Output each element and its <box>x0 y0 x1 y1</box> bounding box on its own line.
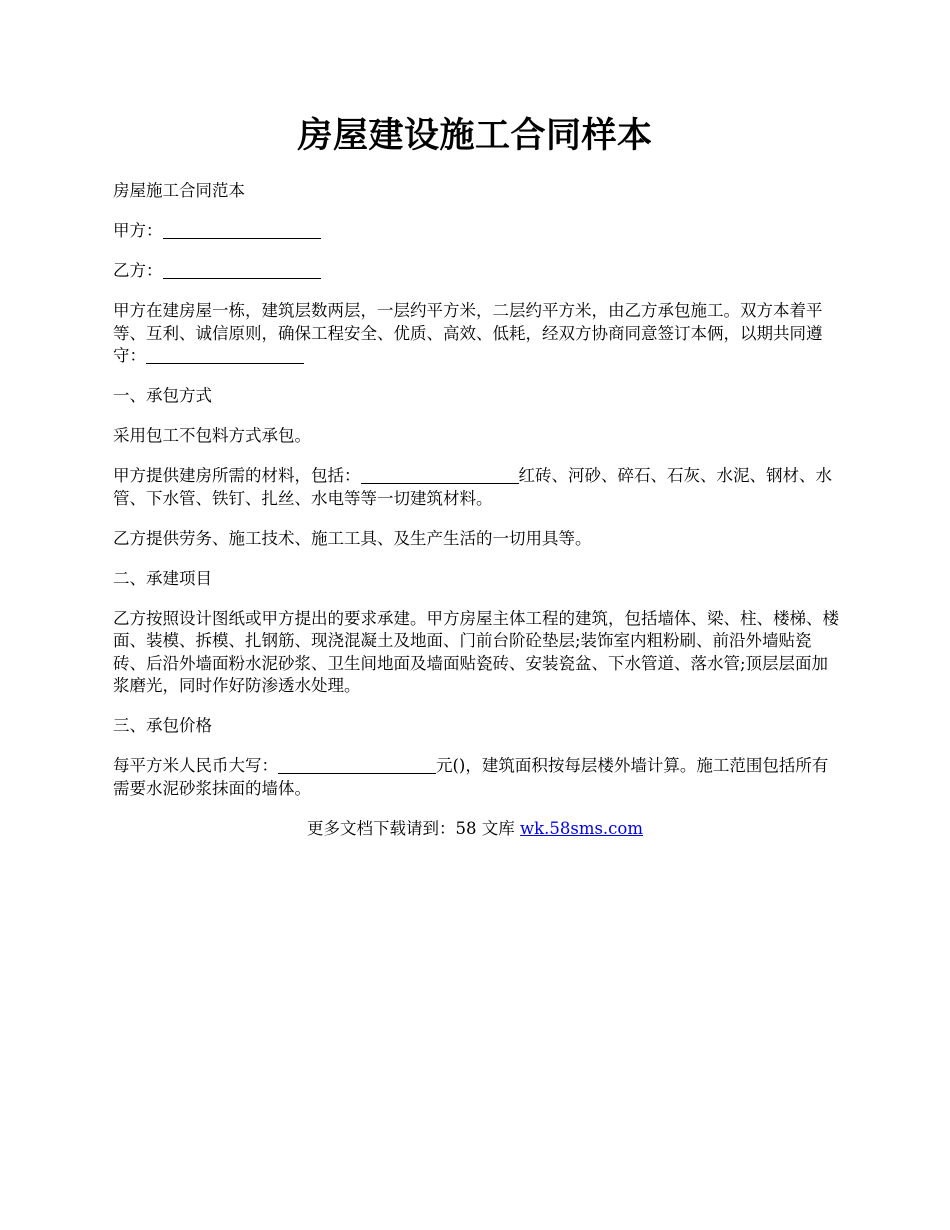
intro-text: 甲方在建房屋一栋，建筑层数两层，一层约平方米，二层约平方米，由乙方承包施工。双方本着平等、互利、诚信原则，确保工程安全、优质、高效、低耗，经双方协商同意签订本俩，以期共同遵守： <box>113 301 823 365</box>
footer <box>0 818 950 840</box>
intro-paragraph <box>113 300 843 368</box>
section1-paragraph-3: 乙方提供劳务、施工技术、施工工具、及生产生活的一切用具等。 <box>113 528 592 548</box>
price-blank <box>278 757 436 774</box>
document-subtitle: 房屋施工合同范本 <box>113 181 245 200</box>
document-body <box>113 180 843 818</box>
party-b-blank <box>163 262 321 279</box>
section3-p1-after: 元()，建筑面积按每层楼外墙计算。施工范围包括所有需要水泥砂浆抹面的墙体。 <box>113 756 829 798</box>
materials-blank <box>361 467 519 484</box>
section1-heading: 一、承包方式 <box>113 386 212 405</box>
section2-paragraph-1: 乙方按照设计图纸或甲方提出的要求承建。甲方房屋主体工程的建筑，包括墙体、梁、柱、楼梯、楼面、装模、拆模、扎钢筋、现浇混凝土及地面、门前台阶砼垫层;装饰室内粗粉刷、前沿外墙贴瓷砖、后沿外墙面粉水泥砂浆、卫生间地面及墙面贴瓷砖、安装瓷盆、下水管道、落水管;顶层层面加浆磨光，同时作好防渗透水处理。 <box>113 608 839 695</box>
section1-p2-after: 红砖、河砂、碎石、石灰、水泥、钢材、水管、下水管、铁钉、扎丝、水电等等一切建筑材料。 <box>113 466 832 508</box>
section2-heading: 二、承建项目 <box>113 568 212 588</box>
section1-p2-before: 甲方提供建房所需的材料，包括： <box>113 466 361 485</box>
party-a-line <box>113 220 843 243</box>
footer-text: 更多文档下载请到：58 文库 <box>306 819 520 838</box>
footer-link[interactable]: wk.58sms.com <box>519 819 643 838</box>
section3-p1-before: 每平方米人民币大写： <box>113 756 278 775</box>
section3-heading: 三、承包价格 <box>113 716 212 735</box>
intro-blank <box>146 347 304 364</box>
document-title: 房屋建设施工合同样本 <box>297 115 653 156</box>
section1-paragraph-1: 采用包工不包料方式承包。 <box>113 426 311 445</box>
section3-paragraph-1 <box>113 755 843 800</box>
section1-paragraph-2 <box>113 465 843 510</box>
party-b-line <box>113 260 843 283</box>
party-b-label: 乙方： <box>113 261 163 280</box>
party-a-label: 甲方： <box>113 221 163 240</box>
party-a-blank <box>163 222 321 239</box>
